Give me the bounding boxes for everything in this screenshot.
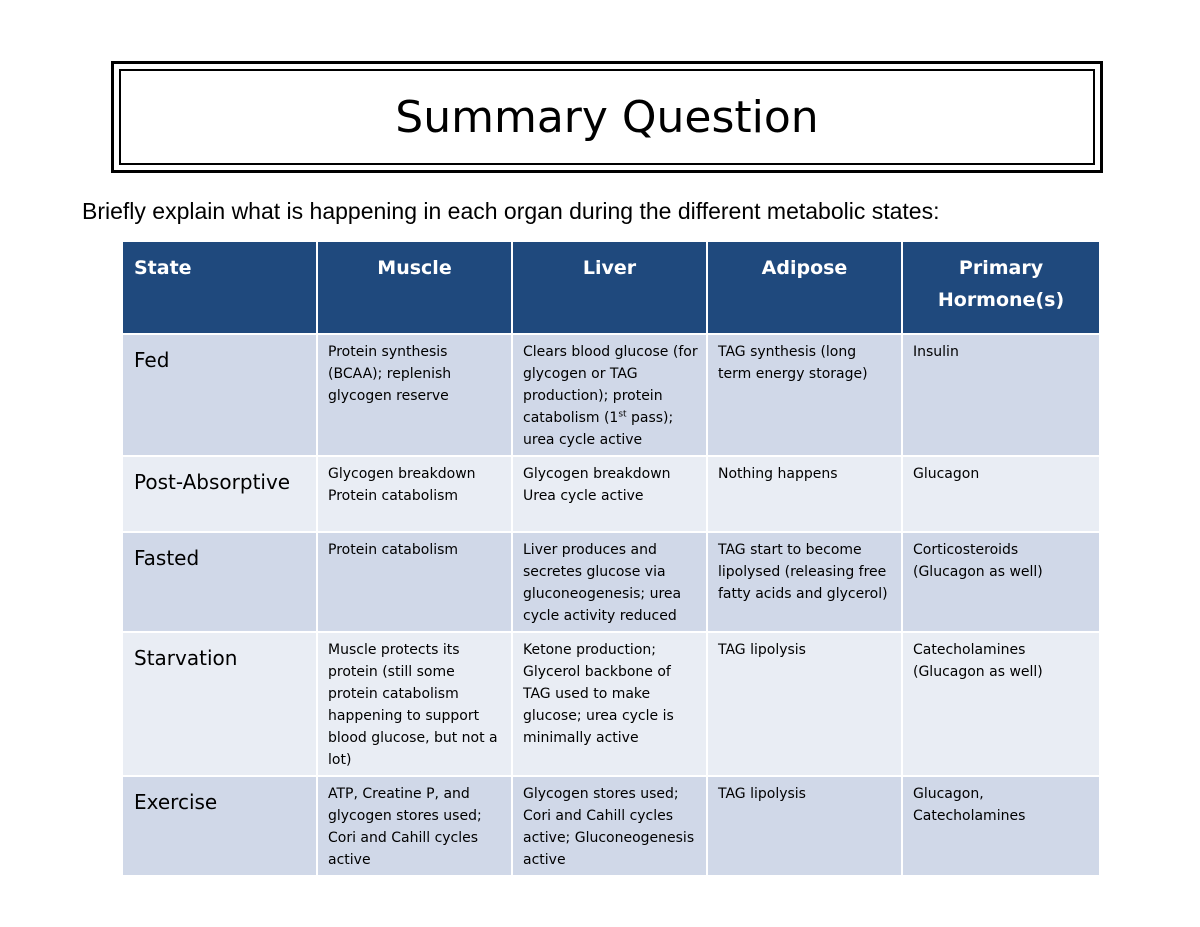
- table-row: [122, 632, 1100, 776]
- muscle-cell: ATP, Creatine P, and glycogen stores used; Cori and Cahill cycles active: [317, 776, 512, 876]
- hormone-cell: Glucagon: [902, 456, 1100, 532]
- state-cell: Post-Absorptive: [122, 456, 317, 532]
- header-muscle: Muscle: [317, 241, 512, 334]
- state-cell: Exercise: [122, 776, 317, 876]
- header-liver: Liver: [512, 241, 707, 334]
- liver-cell: [512, 334, 707, 456]
- state-cell: Fed: [122, 334, 317, 456]
- metabolic-states-table: [121, 240, 1101, 877]
- hormone-cell: Insulin: [902, 334, 1100, 456]
- header-state: State: [122, 241, 317, 334]
- muscle-cell: Glycogen breakdown Protein catabolism: [317, 456, 512, 532]
- table-row: [122, 532, 1100, 632]
- adipose-cell: TAG lipolysis: [707, 776, 902, 876]
- table-row: [122, 456, 1100, 532]
- adipose-cell: TAG synthesis (long term energy storage): [707, 334, 902, 456]
- header-adipose: Adipose: [707, 241, 902, 334]
- adipose-cell: Nothing happens: [707, 456, 902, 532]
- muscle-cell: Muscle protects its protein (still some protein catabolism happening to support blood glucose, but not a lot): [317, 632, 512, 776]
- liver-text-part: pass); urea cycle active: [523, 410, 674, 448]
- title-frame: [111, 61, 1103, 173]
- table-row: [122, 776, 1100, 876]
- title-inner-frame: [119, 69, 1095, 165]
- liver-cell: Glycogen breakdown Urea cycle active: [512, 456, 707, 532]
- adipose-cell: TAG start to become lipolysed (releasing free fatty acids and glycerol): [707, 532, 902, 632]
- hormone-cell: Glucagon, Catecholamines: [902, 776, 1100, 876]
- state-cell: Starvation: [122, 632, 317, 776]
- table-row: [122, 334, 1100, 456]
- ordinal-suffix: st: [618, 409, 627, 420]
- hormone-cell: Corticosteroids (Glucagon as well): [902, 532, 1100, 632]
- liver-cell: Glycogen stores used; Cori and Cahill cycles active; Gluconeogenesis active: [512, 776, 707, 876]
- liver-text-part: Clears blood glucose (for glycogen or TAG production); protein catabolism (1: [523, 344, 698, 426]
- state-cell: Fasted: [122, 532, 317, 632]
- adipose-cell: TAG lipolysis: [707, 632, 902, 776]
- liver-cell: Ketone production; Glycerol backbone of TAG used to make glucose; urea cycle is minimally active: [512, 632, 707, 776]
- page-title: Summary Question: [395, 91, 819, 143]
- muscle-cell: Protein catabolism: [317, 532, 512, 632]
- muscle-cell: Protein synthesis (BCAA); replenish glycogen reserve: [317, 334, 512, 456]
- hormone-cell: Catecholamines (Glucagon as well): [902, 632, 1100, 776]
- table-header-row: [122, 241, 1100, 334]
- header-primary-hormones: Primary Hormone(s): [902, 241, 1100, 334]
- instruction-text: Briefly explain what is happening in each organ during the different metabolic states:: [82, 198, 940, 224]
- liver-cell: Liver produces and secretes glucose via gluconeogenesis; urea cycle activity reduced: [512, 532, 707, 632]
